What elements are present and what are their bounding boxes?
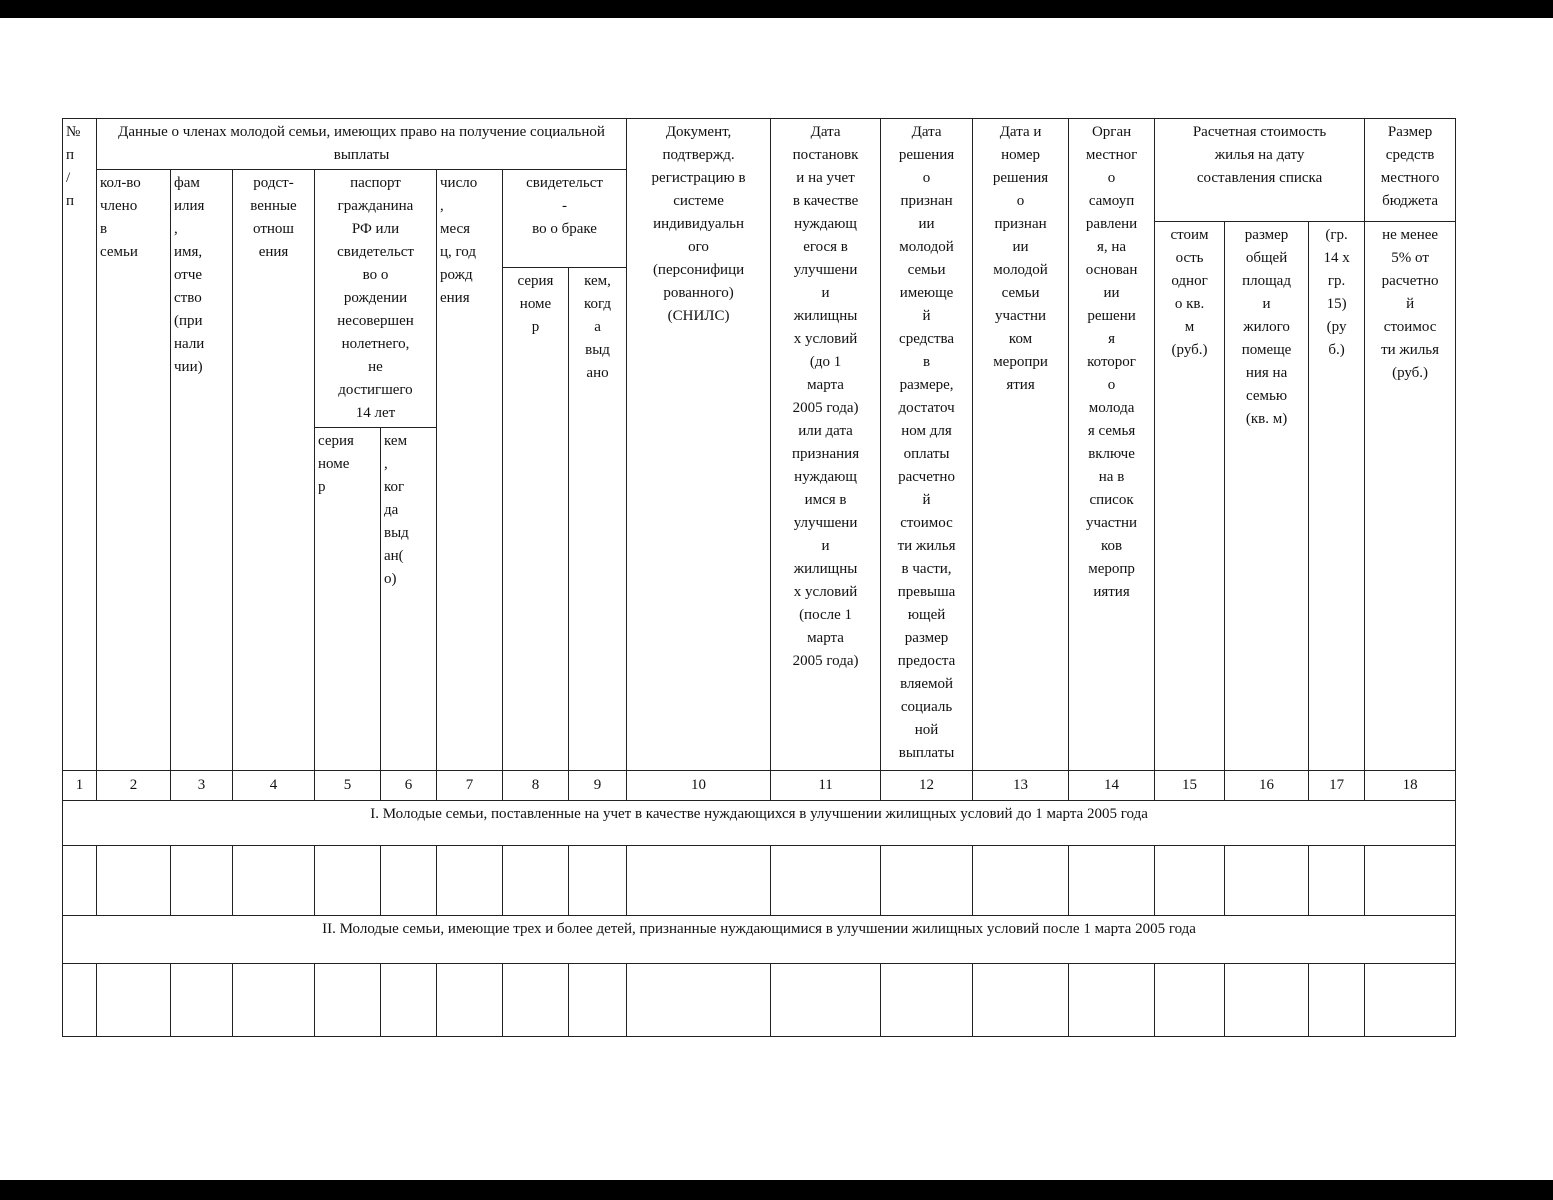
- data-cell: [381, 964, 437, 1037]
- header-passport-series-number: серия номе р: [315, 428, 381, 771]
- data-cell: [503, 964, 569, 1037]
- data-cell: [973, 964, 1069, 1037]
- data-cell: [1069, 846, 1155, 916]
- data-cell: [315, 964, 381, 1037]
- data-cell: [569, 846, 627, 916]
- data-cell: [233, 846, 315, 916]
- header-living-area: размер общей площад и жилого помеще ния на семью (кв. м): [1225, 222, 1309, 771]
- column-number: 15: [1155, 771, 1225, 801]
- data-cell: [503, 846, 569, 916]
- data-cell: [315, 846, 381, 916]
- data-cell: [63, 964, 97, 1037]
- header-marriage-series-number: серия номе р: [503, 268, 569, 771]
- data-cell: [171, 964, 233, 1037]
- header-total-cost: (гр. 14 х гр. 15) (ру б.): [1309, 222, 1365, 771]
- header-full-name: фам илия , имя, отче ство (при нали чии): [171, 170, 233, 771]
- header-family-count: кол-во члено в семьи: [97, 170, 171, 771]
- data-cell: [233, 964, 315, 1037]
- data-cell: [1365, 846, 1456, 916]
- column-number: 13: [973, 771, 1069, 801]
- header-local-budget: Размер средств местного бюджета: [1365, 119, 1456, 222]
- data-cell: [97, 964, 171, 1037]
- section-title-2: II. Молодые семьи, имеющие трех и более детей, признанные нуждающимися в улучшении жилищных условий после 1 марта 2005 года: [63, 916, 1456, 964]
- data-cell: [1309, 964, 1365, 1037]
- bottom-scan-border: [0, 1180, 1553, 1200]
- header-birth-date: число , меся ц, год рожд ения: [437, 170, 503, 771]
- column-number: 10: [627, 771, 771, 801]
- column-number: 18: [1365, 771, 1456, 801]
- top-scan-border: [0, 0, 1553, 18]
- header-family-data: Данные о членах молодой семьи, имеющих право на получение социальной выплаты: [97, 119, 627, 170]
- header-marriage-certificate: свидетельст - во о браке: [503, 170, 627, 268]
- column-number: 2: [97, 771, 171, 801]
- data-cell: [627, 964, 771, 1037]
- column-number: 4: [233, 771, 315, 801]
- data-cell: [627, 846, 771, 916]
- data-cell: [1225, 964, 1309, 1037]
- column-number: 9: [569, 771, 627, 801]
- data-cell: [381, 846, 437, 916]
- column-number: 8: [503, 771, 569, 801]
- column-number: 7: [437, 771, 503, 801]
- section-title-1: I. Молодые семьи, поставленные на учет в качестве нуждающихся в улучшении жилищных условий до 1 марта 2005 года: [63, 801, 1456, 846]
- header-registration-date: Дата постановк и на учет в качестве нуждающ егося в улучшени и жилищны х условий (до 1 марта 2005 года) или дата признания нуждающ имся в улучшени и жилищны х условий (после 1 марта 2005 года): [771, 119, 881, 771]
- header-marriage-issued-by: кем, когд а выд ано: [569, 268, 627, 771]
- data-cell: [1225, 846, 1309, 916]
- data-cell: [171, 846, 233, 916]
- column-number: 16: [1225, 771, 1309, 801]
- header-passport: паспорт гражданина РФ или свидетельст во о рождении несовершен нолетнего, не достигшего 14 лет: [315, 170, 437, 428]
- header-decision-number: Дата и номер решения о признан ии молодой семьи участни ком меропри ятия: [973, 119, 1069, 771]
- header-decision-date: Дата решения о признан ии молодой семьи имеюще й средства в размере, достаточ ном для оплаты расчетно й стоимос ти жилья в части, превыша ющей размер предоста вляемой социаль ной выплаты: [881, 119, 973, 771]
- header-local-authority: Орган местног о самоуп равлени я, на основан ии решени я которог о молода я семья включе на в список участни ков меропр иятия: [1069, 119, 1155, 771]
- data-cell: [437, 964, 503, 1037]
- data-cell: [1069, 964, 1155, 1037]
- data-cell: [97, 846, 171, 916]
- column-number: 17: [1309, 771, 1365, 801]
- header-row-number: № п / п: [63, 119, 97, 771]
- data-cell: [771, 846, 881, 916]
- header-relationship: родст- венные отнош ения: [233, 170, 315, 771]
- header-cost-per-sqm: стоим ость одног о кв. м (руб.): [1155, 222, 1225, 771]
- column-number: 3: [171, 771, 233, 801]
- column-number: 14: [1069, 771, 1155, 801]
- header-estimated-cost: Расчетная стоимость жилья на дату составления списка: [1155, 119, 1365, 222]
- header-budget-share: не менее 5% от расчетно й стоимос ти жилья (руб.): [1365, 222, 1456, 771]
- data-cell: [63, 846, 97, 916]
- data-cell: [771, 964, 881, 1037]
- column-number: 11: [771, 771, 881, 801]
- header-passport-issued-by: кем , ког да выд ан( о): [381, 428, 437, 771]
- data-cell: [881, 964, 973, 1037]
- data-cell: [569, 964, 627, 1037]
- data-cell: [1309, 846, 1365, 916]
- data-cell: [1365, 964, 1456, 1037]
- column-number: 1: [63, 771, 97, 801]
- column-number: 12: [881, 771, 973, 801]
- data-cell: [973, 846, 1069, 916]
- header-snils: Документ, подтвержд. регистрацию в системе индивидуальн ого (персонифици рованного) (СНИЛС): [627, 119, 771, 771]
- data-cell: [881, 846, 973, 916]
- data-cell: [1155, 846, 1225, 916]
- column-number: 5: [315, 771, 381, 801]
- column-number: 6: [381, 771, 437, 801]
- data-cell: [1155, 964, 1225, 1037]
- young-families-list-table: [62, 118, 1456, 1037]
- data-cell: [437, 846, 503, 916]
